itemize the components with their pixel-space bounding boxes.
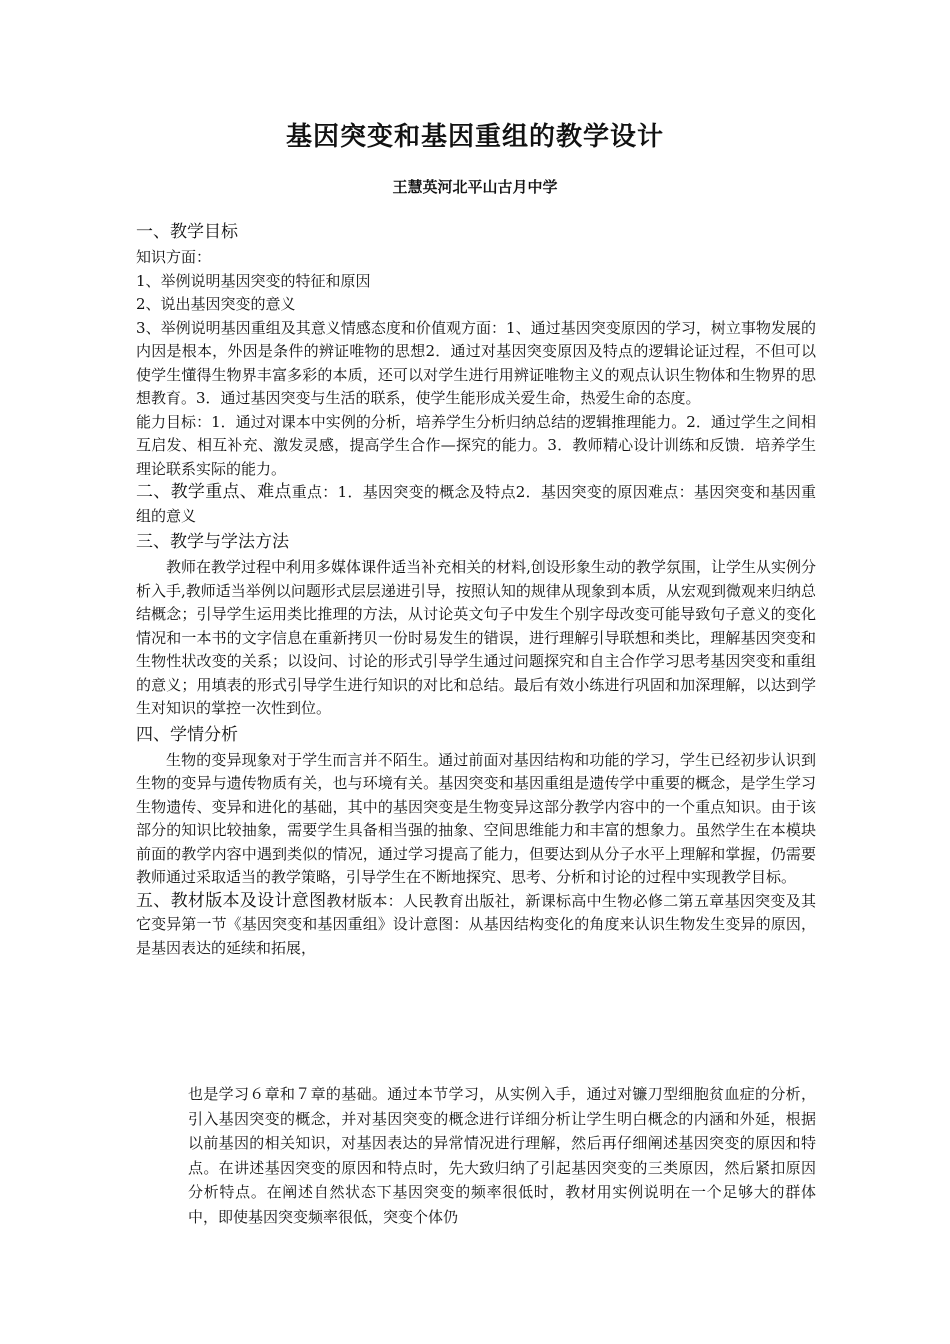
section-heading-goals: 一、教学目标 xyxy=(136,222,238,242)
section-heading-keypoints: 二、教学重点、难点 xyxy=(136,482,292,502)
section-heading-textbook: 五、教材版本及设计意图 xyxy=(136,890,327,911)
students-paragraph: 生物的变异现象对于学生而言并不陌生。通过前面对基因结构和功能的学习，学生已经初步认识到生物的变异与遗传物质有关，也与环境有关。基因突变和基因重组是遗传学中重要的概念，是学生学习生物遗传、变异和进化的基础，其中的基因突变是生物变异这部分教学内容中的一个重点知识。由于该部分的知识比较抽象，需要学生具备相当强的抽象、空间思维能力和丰富的想象力。虽然学生在本模块前面的教学内容中遇到类似的情况，通过学习提高了能力，但要达到从分子水平上理解和掌握，仍需要教师通过采取适当的教学策略，引导学生在不断地探究、思考、分析和讨论的过程中实现教学目标。 xyxy=(136,750,816,886)
document-author: 王慧英河北平山古月中学 xyxy=(392,178,558,196)
keypoints-text: 重点：1．基因突变的概念及特点2．基因突变的原因难点：基因突变和基因重组的意义 xyxy=(136,483,816,525)
goal-item: 3、举例说明基因重组及其意义情感态度和价值观方面：1、通过基因突变原因的学习，树立事物发展的内因是根本，外因是条件的辨证唯物的思想2．通过对基因突变原因及特点的逻辑论证过程，不但可以使学生懂得生物界丰富多彩的本质，还可以对学生进行用辨证唯物主义的观点认识生物体和生物界的思想教育。3．通过基因突变与生活的联系，使学生能形成关爱生命，热爱生命的态度。 xyxy=(136,318,816,407)
section-keypoints xyxy=(136,481,816,528)
section-heading-students: 四、学情分析 xyxy=(136,724,238,745)
goal-item: 2、说出基因突变的意义 xyxy=(136,295,296,313)
methods-paragraph: 教师在教学过程中利用多媒体课件适当补充相关的材料,创设形象生动的教学氛围，让学生从实例分析入手,教师适当举例以问题形式层层递进引导，按照认知的规律从现象到本质，从宏观到微观来归纳总结概念；引导学生运用类比推理的方法，从讨论英文句子中发生个别字母改变可能导致句子意义的变化情况和一本书的文字信息在重新拷贝一份时易发生的错误，进行理解引导联想和类比，理解基因突变和生物性状改变的关系；以设问、讨论的形式引导学生通过问题探究和自主合作学习思考基因突变和重组的意义；用填表的形式引导学生进行知识的对比和总结。最后有效小练进行巩固和加深理解，以达到学生对知识的掌控一次性到位。 xyxy=(136,558,816,717)
document-title: 基因突变和基因重组的教学设计 xyxy=(285,122,664,152)
section-textbook xyxy=(136,890,816,961)
textbook-text: 教材版本：人民教育出版社，新课标高中生物必修二第五章基因突变及其它变异第一节《基因突变和基因重组》设计意图：从基因结构变化的角度来认识生物发生变异的原因，是基因表达的延续和拓展， xyxy=(136,891,816,957)
ability-goals: 能力目标：1．通过对课本中实例的分析，培养学生分析归纳总结的逻辑推理能力。2．通过学生之间相互启发、相互补充、激发灵感，提高学生合作—探究的能力。3．教师精心设计训练和反馈．培养学生理论联系实际的能力。 xyxy=(136,412,816,478)
continuation-paragraph: 也是学习６章和７章的基础。通过本节学习，从实例入手，通过对镰刀型细胞贫血症的分析，引入基因突变的概念，并对基因突变的概念进行详细分析让学生明白概念的内涵和外延，根据以前基因的相关知识，对基因表达的异常情况进行理解，然后再仔细阐述基因突变的原因和特点。在讲述基因突变的原因和特点时，先大致归纳了引起基因突变的三类原因，然后紧扣原因分析特点。在阐述自然状态下基因突变的频率很低时，教材用实例说明在一个足够大的群体中，即使基因突变频率很低，突变个体仍 xyxy=(188,1085,816,1226)
section-heading-methods: 三、教学与学法方法 xyxy=(136,532,289,552)
knowledge-label: 知识方面： xyxy=(136,248,212,266)
goal-item: 1、举例说明基因突变的特征和原因 xyxy=(136,271,371,290)
document-body xyxy=(136,218,816,960)
